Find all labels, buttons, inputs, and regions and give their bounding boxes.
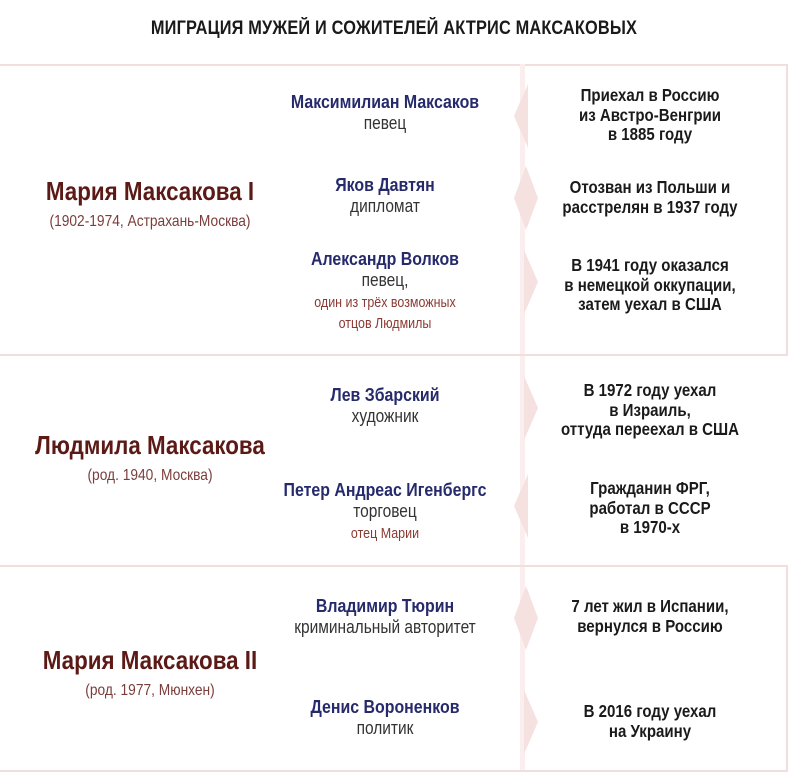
partner-peter-igenbergs — [240, 479, 530, 545]
section-divider — [0, 64, 788, 66]
double-arrow-icon — [513, 166, 539, 230]
actress-maria-ii — [0, 645, 300, 700]
actress-name: Людмила Максакова — [35, 430, 265, 460]
fate-text — [540, 479, 760, 538]
fate-line: вернулся в Россию — [577, 615, 723, 636]
fate-text — [540, 381, 760, 440]
partner-note-line: один из трёх возможных — [314, 295, 456, 311]
partner-role: художник — [351, 406, 419, 426]
fate-text — [540, 86, 760, 145]
fate-line: Отозван из Польши и — [569, 177, 731, 197]
fate-text — [540, 702, 760, 741]
page-title: МИГРАЦИЯ МУЖЕЙ И СОЖИТЕЛЕЙ АКТРИС МАКСАКОВЫХ — [150, 18, 638, 39]
partner-role: торговец — [353, 501, 417, 521]
fate-line: работал в СССР — [589, 497, 711, 518]
fate-line: в 1970-х — [619, 517, 681, 537]
fate-line: из Австро-Венгрии — [578, 104, 722, 125]
fate-line: 7 лет жил в Испании, — [571, 596, 729, 616]
fate-line: в немецкой оккупации, — [564, 274, 736, 295]
partner-role: певец — [363, 113, 407, 133]
actress-name: Мария Максакова II — [42, 645, 258, 675]
arrow-right-icon — [522, 376, 542, 440]
partner-note — [260, 293, 509, 335]
partner-maksimilian-maksakov — [240, 91, 530, 134]
fate-line: расстрелян в 1937 году — [562, 196, 738, 217]
fate-line: В 1972 году уехал — [583, 380, 717, 400]
partner-note — [260, 524, 509, 545]
section-divider — [0, 565, 788, 567]
partner-name: Яков Давтян — [335, 174, 435, 195]
partner-name: Владимир Тюрин — [315, 595, 455, 616]
arrow-right-icon — [522, 250, 542, 314]
partner-denis-voronenkov — [240, 696, 530, 739]
fate-text — [540, 256, 760, 315]
fate-line: на Украину — [608, 720, 692, 741]
partner-role: дипломат — [350, 196, 420, 216]
partner-role: певец, — [361, 270, 409, 290]
fate-line: в 1885 году — [607, 124, 693, 144]
fate-line: в Израиль, — [609, 399, 691, 420]
fate-line: В 2016 году уехал — [583, 701, 717, 721]
partner-note-line: отцов Людмилы — [338, 316, 432, 332]
actress-details: (1902-1974, Астрахань-Москва) — [49, 213, 251, 230]
arrow-right-icon — [522, 690, 542, 754]
double-arrow-icon — [513, 586, 539, 650]
fate-line: оттуда переехал в США — [560, 419, 739, 439]
arrow-left-icon — [512, 84, 532, 148]
partner-yakov-davtyan — [240, 174, 530, 217]
partner-name: Максимилиан Максаков — [290, 91, 480, 112]
partner-lev-zbarsky — [240, 384, 530, 427]
partner-name: Александр Волков — [311, 248, 459, 269]
partner-role: политик — [356, 718, 414, 738]
partner-aleksandr-volkov — [240, 248, 530, 335]
actress-details: (род. 1977, Мюнхен) — [85, 682, 215, 699]
fate-text — [540, 178, 760, 217]
fate-line: Гражданин ФРГ, — [590, 478, 710, 498]
partner-role: криминальный авторитет — [294, 617, 476, 637]
partner-note-line: отец Марии — [350, 526, 420, 542]
fate-line: В 1941 году оказался — [571, 255, 729, 275]
fate-line: Приехал в Россию — [580, 85, 720, 105]
partner-name: Петер Андреас Игенбергс — [283, 479, 487, 500]
actress-name: Мария Максакова I — [45, 176, 255, 206]
partner-name: Лев Збарский — [330, 384, 440, 405]
actress-lyudmila — [0, 430, 300, 485]
section-divider — [0, 354, 788, 356]
partner-name: Денис Вороненков — [310, 696, 460, 717]
section-divider — [0, 770, 788, 772]
fate-line: затем уехал в США — [578, 294, 722, 314]
fate-text — [540, 597, 760, 636]
arrow-left-icon — [512, 474, 532, 538]
actress-details: (род. 1940, Москва) — [87, 467, 213, 484]
partner-vladimir-tyurin — [240, 595, 530, 638]
